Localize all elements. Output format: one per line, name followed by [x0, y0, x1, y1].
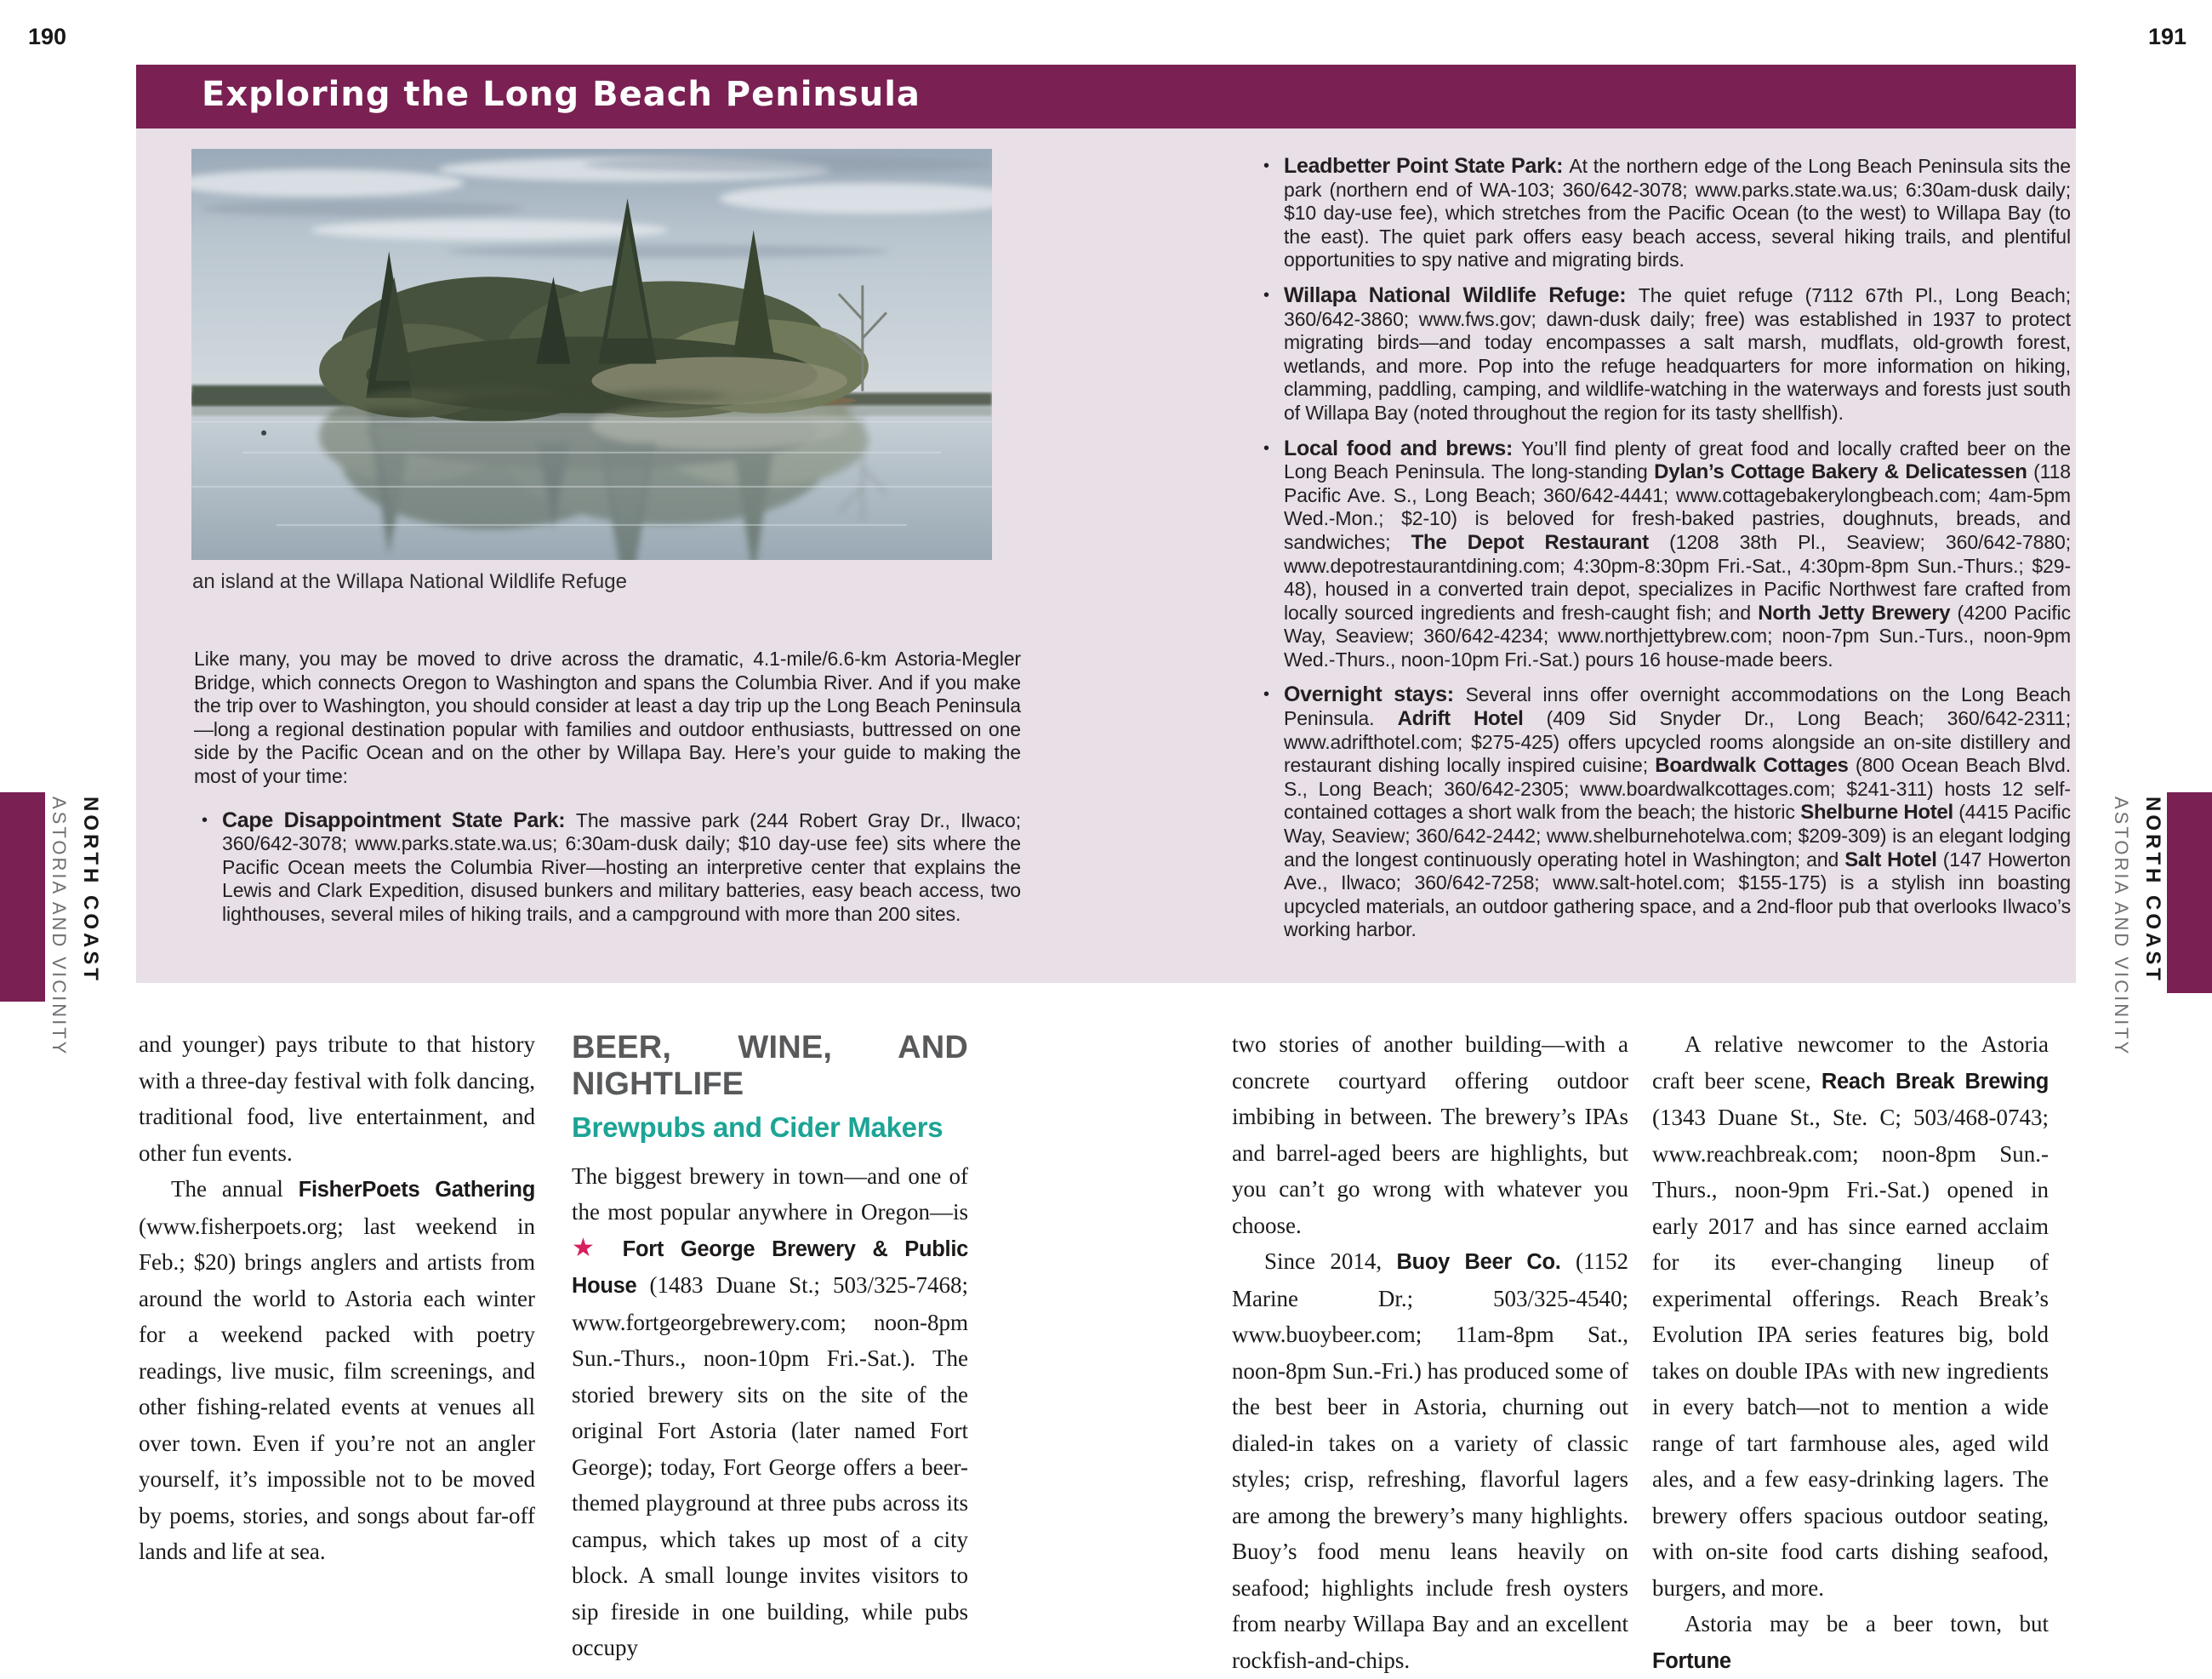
chapter-label-vertical: NORTH COAST	[2141, 797, 2164, 984]
subheading-brewpubs-cider-makers: Brewpubs and Cider Makers	[572, 1111, 944, 1143]
feature-box	[136, 128, 2076, 983]
bullet-item	[1256, 436, 2076, 672]
text-run: Boardwalk Cottages	[1655, 754, 1849, 778]
text-run: (800 Ocean Beach Blvd. S., Long Beach; 360/642-2305; www.boardwalkcottages.com; $241-311) hosts 12 self-contained cottages a short walk from the beach; the historic	[1284, 754, 2076, 824]
page-number-right: 191	[2147, 24, 2186, 49]
paragraph	[1652, 1026, 2055, 1606]
text-run: The annual	[171, 1176, 299, 1202]
text-run: A relative newcomer to the Astoria craft beer scene,	[1652, 1031, 2055, 1094]
text-run: (4200 Pacific Way, Seaview; 360/642-4234; www.northjettybrew.com; noon-7pm Sun.-Turs., noon-9pm Wed.-Thurs., noon-10pm Fri.-Sat.) pours 16 house-made beers.	[1284, 601, 2076, 671]
text-run: The biggest brewery in town—and one of the most popular anywhere in Oregon—is	[572, 1162, 974, 1225]
section-label-vertical: ASTORIA AND VICINITY	[2111, 797, 2132, 1057]
feature-box-right-bullets	[1256, 154, 2076, 942]
text-run: Several inns offer overnight accommodations on the Long Beach Peninsula.	[1284, 683, 2076, 730]
text-run: two stories of another building—with a concrete courtyard offering outdoor imbibing in between. The brewery’s IPAs and barrel-aged beers are highlights, but you can’t go wrong with whatever you choose.	[1232, 1031, 1634, 1238]
chapter-labels-right	[2110, 797, 2164, 1056]
chapter-tab-bar-left	[0, 792, 45, 1002]
paragraph	[139, 1171, 541, 1570]
text-run: Reach Break Brewing	[1821, 1069, 2049, 1094]
text-run: Cape Disappointment State Park:	[222, 808, 576, 832]
text-run: (1343 Duane St., Ste. C; 503/468-0743; www.reachbreak.com; noon-8pm Sun.-Thurs., noon-9pm Fri.-Sat.) opened in early 2017 and has since earned acclaim for its ever-changing lineup of experimental offerings. Reach Break’s Evolution IPA series features big, bold takes on double IPAs with new ingredients in every batch—not to mention a wide range of tart farmhouse ales, aged wild ales, and a few easy-drinking lagers. The brewery offers spacious outdoor seating, with on-site food carts dishing seafood, burgers, and more.	[1652, 1067, 2055, 1601]
section-label-vertical: ASTORIA AND VICINITY	[48, 797, 70, 1057]
text-run: Fort George Brewery & Public House	[572, 1236, 974, 1298]
text-run: Shelburne Hotel	[1800, 801, 1953, 825]
text-run: Local food and brews:	[1284, 436, 1522, 460]
text-run: (1208 38th Pl., Seaview; 360/642-7880; www.depotrestaurantdining.com; 4:30pm-8:30pm Fri.-Sat., 4:30pm-8pm Sun.-Thurs.; $29-48), housed in a converted train depot, specializes in Pacific Northwest fare crafted from locally sourced ingredients and fresh-caught fish; and	[1284, 530, 2076, 624]
island-photo-illustration	[191, 149, 992, 560]
text-run: (1483 Duane St.; 503/325-7468; www.fortgeorgebrewery.com; noon-8pm Sun.-Thurs., noon-10pm Fri.-Sat.). The storied brewery sits on the site of the original Fort Astoria (later named Fort George); today, Fort George offers a beer-themed playground at three pubs across its campus, which takes up most of a city block. A small lounge invites visitors to sip fireside in one building, while pubs occupy	[572, 1272, 974, 1660]
text-run: Willapa National Wildlife Refuge:	[1284, 283, 1639, 307]
feature-box-intro: Like many, you may be moved to drive across the dramatic, 4.1-mile/6.6-km Astoria-Megler Bridge, which connects Oregon to Washington and spans the Columbia River. And if you make the trip over to Washington, you should consider at least a day trip up the Long Beach Peninsula—long a regional destination popular with families and outdoor enthusiasts, buttressed on one side by the Pacific Ocean and on the other by Willapa Bay. Here’s your guide to making the most of your time:	[194, 648, 1021, 787]
text-run: At the northern edge of the Long Beach Peninsula sits the park (northern end of WA-103; 360/642-3078; www.parks.state.wa.us; 6:30am-dusk daily; $10 day-use fee), which stretches from the Pacific Ocean (to the west) to Willapa Bay (to the east). The quiet park offers easy beach access, several hiking trails, and plentiful opportunities to spy native and migrating birds.	[1284, 155, 2076, 271]
text-run: Adrift Hotel	[1397, 707, 1524, 731]
text-run: Dylan’s Cottage Bakery & Delicatessen	[1654, 460, 2027, 484]
text-run: (118 Pacific Ave. S., Long Beach; 360/642-4441; www.cottagebakerylongbeach.com; 4am-5pm Wed.-Mon.; $2-10) is beloved for fresh-baked pastries, doughnuts, breads, and sandwiches;	[1284, 460, 2076, 553]
photo-caption: an island at the Willapa National Wildlife Refuge	[192, 570, 627, 593]
paragraph	[1232, 1243, 1634, 1678]
section-title: Exploring the Long Beach Peninsula	[202, 75, 921, 114]
bullet-item	[1256, 154, 2076, 272]
text-run: Leadbetter Point State Park:	[1284, 154, 1570, 178]
text-run: (www.fisherpoets.org; last weekend in Feb.; $20) brings anglers and artists from around the world to Astoria each winter for a weekend packed with poetry readings, live music, film screenings, and other fishing-related events at venues all over town. Even if you’re not an angler yourself, it’s impossible not to be moved by poems, stories, and songs about far-off lands and life at sea.	[139, 1176, 541, 1564]
text-run: (409 Sid Snyder Dr., Long Beach; 360/642-2311; www.adrifthotel.com; $275-425) offers upcycled rooms alongside an on-site distillery and restaurant dishing locally inspired cuisine;	[1284, 707, 2076, 777]
text-run: Buoy Beer Co.	[1396, 1250, 1561, 1274]
body-column-2	[572, 1026, 974, 1666]
paragraph	[1652, 1606, 2055, 1679]
text-run: (4415 Pacific Way, Seaview; 360/642-2442; www.shelburnehotelwa.com; $209-309) is an elegant lodging and the longest continuously operating hotel in Washington; and	[1284, 801, 2076, 871]
text-run: Fortune	[1652, 1648, 1731, 1673]
page-number-left: 190	[28, 24, 67, 49]
section-heading-beer-wine-nightlife: BEER, WINE, AND NIGHTLIFE	[572, 1030, 968, 1102]
bullet-item	[194, 808, 1027, 927]
feature-box-right-column	[1256, 154, 2076, 954]
text-run: Since 2014,	[1264, 1248, 1397, 1274]
text-run: You’ll find plenty of great food and locally crafted beer on the Long Beach Peninsula. The long-standing	[1284, 437, 2076, 483]
star-icon: ★	[572, 1232, 606, 1263]
willapa-island-photo	[191, 149, 992, 560]
body-column-3	[1232, 1026, 1634, 1678]
text-run: and younger) pays tribute to that history with a three-day festival with folk dancing, traditional food, live entertainment, and other fun events.	[139, 1031, 541, 1166]
text-run: Overnight stays:	[1284, 682, 1466, 707]
paragraph	[572, 1158, 974, 1666]
body-column-1	[139, 1026, 541, 1570]
text-run: (1152 Marine Dr.; 503/325-4540; www.buoybeer.com; 11am-8pm Sat., noon-8pm Sun.-Fri.) has produced some of the best beer in Astoria, churning out dialed-in takes on a variety of classic styles; crisp, refreshing, flavorful lagers are among the brewery’s many highlights. Buoy’s food menu leans heavily on seafood; highlights include fresh oysters from nearby Willapa Bay and an excellent rockfish-and-chips.	[1232, 1248, 1634, 1673]
text-run: North Jetty Brewery	[1758, 601, 1951, 625]
section-header-bar	[136, 65, 2076, 128]
body-column-2-paragraphs	[572, 1158, 974, 1666]
body-column-4	[1652, 1026, 2055, 1679]
feature-box-left-bullets	[194, 808, 1027, 927]
bullet-item	[1256, 283, 2076, 425]
text-run: The quiet refuge (7112 67th Pl., Long Beach; 360/642-3860; www.fws.gov; dawn-dusk daily; free) was established in 1937 to protect migrating birds—and today encompasses a salt marsh, mudflats, old-growth forest, wetlands, and more. Pop into the refuge headquarters for more information on hiking, clamming, paddling, camping, and wildlife-watching in the waterways and forests just south of Willapa Bay (noted throughout the region for its tasty shellfish).	[1284, 283, 2076, 424]
chapter-tab-bar-right	[2167, 792, 2212, 993]
text-run: The Depot Restaurant	[1411, 530, 1649, 554]
text-run: Astoria may be a beer town, but	[1685, 1611, 2055, 1636]
paragraph	[1232, 1026, 1634, 1243]
text-run: Salt Hotel	[1844, 848, 1937, 871]
feature-box-left-column	[194, 648, 1027, 939]
text-run: (147 Howerton Ave., Ilwaco; 360/642-7258; www.salt-hotel.com; $155-175) is a stylish inn boasting upcycled materials, an outdoor gathering space, and a 2nd-floor pub that overlooks Ilwaco’s working harbor.	[1284, 848, 2076, 941]
paragraph	[139, 1026, 541, 1171]
chapter-label-vertical: NORTH COAST	[79, 797, 102, 984]
chapter-labels-left	[48, 797, 102, 1056]
text-run: The massive park (244 Robert Gray Dr., Ilwaco; 360/642-3078; www.parks.state.wa.us; 6:30am-dusk daily; $10 day-use fee) sits where the Pacific Ocean meets the Columbia River—hosting an interpretive center that explains the Lewis and Clark Expedition, disused bunkers and military batteries, easy beach access, two lighthouses, several miles of hiking trails, and a campground with more than 200 sites.	[222, 808, 1027, 925]
text-run: FisherPoets Gathering	[298, 1178, 535, 1202]
bullet-item	[1256, 682, 2076, 942]
